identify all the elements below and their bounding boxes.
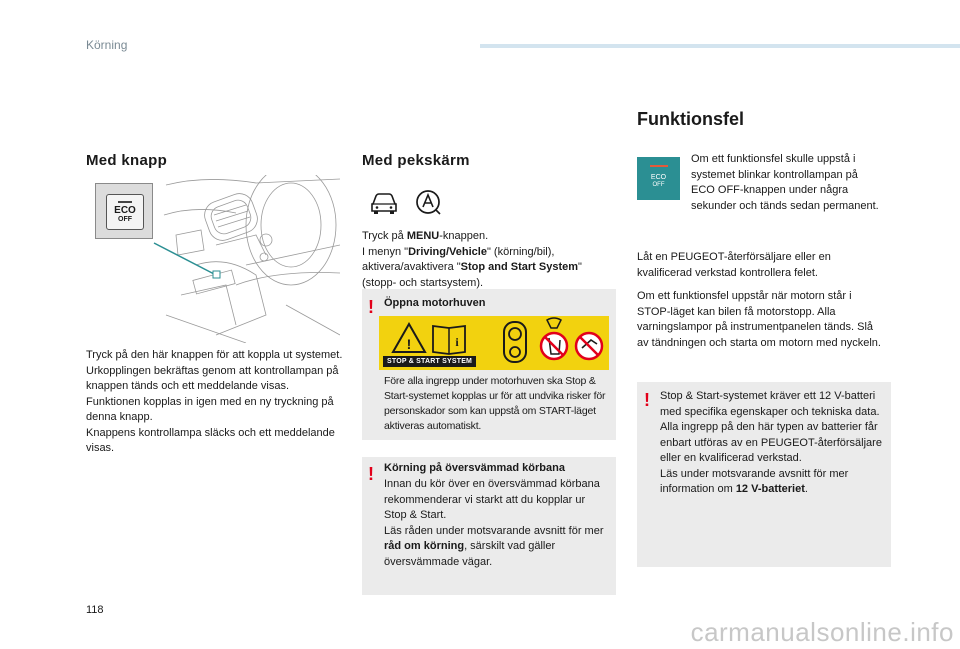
col1-paragraph: Funktionen kopplas in igen med en ny tryckning på denna knapp. xyxy=(86,395,334,423)
off-label: OFF xyxy=(118,215,132,223)
funktionsfel-intro: Om ett funktionsfel skulle uppstå i systemet blinkar kontrollampan på ECO OFF-knappen under några sekunder och tänds sedan permanent. xyxy=(691,153,879,212)
funktionsfel-paragraph-1: Låt en PEUGEOT-återförsäljare eller en kvalificerad verkstad kontrollera felet. xyxy=(637,251,831,279)
lamp-indicator xyxy=(650,165,668,167)
menu-instruction: Tryck på MENU-knappen. xyxy=(362,230,489,242)
car-icon xyxy=(368,190,400,216)
col1-body xyxy=(86,348,346,457)
warning-title: Öppna motorhuven xyxy=(384,297,486,309)
eco-off-warning-lamp xyxy=(637,157,680,200)
driving-vehicle-instruction: I menyn "Driving/Vehicle" (körning/bil), aktivera/avaktivera "Stop and Start System" (stopp- och startsystem). xyxy=(362,245,582,289)
eco-led xyxy=(118,201,132,203)
col1-paragraph: Urkopplingen bekräftas genom att kontrollampan på knappen tänds och ett meddelande visas. xyxy=(86,364,339,392)
warning-icon: ! xyxy=(368,464,374,484)
heading-med-knapp: Med knapp xyxy=(86,152,168,169)
funktionsfel-paragraph-2: Om ett funktionsfel uppstår när motorn står i STOP-läget kan bilen få motorstopp. Alla varningslampor på instrumentpanelen tänds. Slå av tändningen och starta om motorn med nyckeln. xyxy=(637,290,881,349)
svg-text:i: i xyxy=(455,335,459,349)
warning-icon: ! xyxy=(644,390,650,410)
page-number: 118 xyxy=(86,604,104,616)
heading-med-pekskarm: Med pekskärm xyxy=(362,152,470,169)
warning-icon: ! xyxy=(368,297,374,317)
stop-start-sticker xyxy=(379,316,609,370)
watermark: carmanualsonline.info xyxy=(690,617,954,647)
eco-button-illustration xyxy=(86,175,340,343)
warning-paragraph: Läs under motsvarande avsnitt för mer information om 12 V-batteriet. xyxy=(660,467,849,495)
eco-off-button xyxy=(106,194,144,230)
off-label: OFF xyxy=(652,182,665,188)
eco-label: ECO xyxy=(114,204,136,216)
warning-paragraph: Stop & Start-systemet kräver ett 12 V-batteri med specifika egenskaper och tekniska data. xyxy=(660,390,880,418)
heading-funktionsfel: Funktionsfel xyxy=(637,109,744,129)
sticker-label: STOP & START SYSTEM xyxy=(383,356,476,367)
warning-paragraph: Innan du kör över en översvämmad körbana rekommenderar vi starkt att du kopplar ur Stop & Start. xyxy=(384,478,600,521)
warning-paragraph: Alla ingrepp på den här typen av batterier får enbart utföras av en PEUGEOT-återförsäljare eller en kvalificerad verkstad. xyxy=(660,421,882,464)
warning-text-batteri xyxy=(660,389,885,498)
assist-icon xyxy=(414,188,442,216)
col1-paragraph: Tryck på den här knappen för att koppla ut systemet. xyxy=(86,349,343,361)
eco-off-button-inset xyxy=(95,183,153,239)
header-bar xyxy=(480,44,960,48)
section-title: Körning xyxy=(86,38,128,52)
warning-text-motorhuven: Före alla ingrepp under motorhuven ska Stop & Start-systemet kopplas ur för att undvika risker för personskador som kan uppstå om START-läget aktiveras automatiskt. xyxy=(384,375,606,432)
col2-body xyxy=(362,229,612,291)
warning-text-oversvammad xyxy=(384,477,608,570)
svg-text:!: ! xyxy=(406,336,412,352)
eco-label: ECO xyxy=(650,174,667,181)
col1-paragraph: Knappens kontrollampa släcks och ett meddelande visas. xyxy=(86,426,335,454)
warning-title: Körning på översvämmad körbana xyxy=(384,462,565,474)
warning-paragraph: Läs råden under motsvarande avsnitt för mer råd om körning, särskilt vad gäller översvämmade vägar. xyxy=(384,524,604,568)
